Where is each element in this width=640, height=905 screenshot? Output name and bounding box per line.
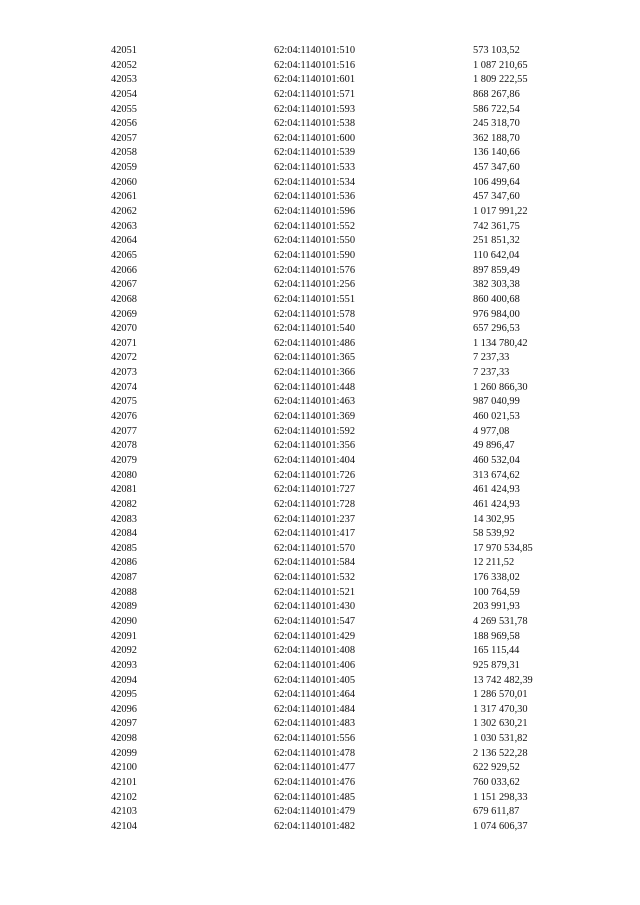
table-row — [0, 44, 640, 59]
row-number: 42086 — [111, 557, 137, 569]
table-row — [0, 395, 640, 410]
cadastral-value: 457 347,60 — [473, 162, 520, 174]
cadastral-number: 62:04:1140101:356 — [274, 440, 356, 452]
cadastral-number: 62:04:1140101:536 — [274, 191, 356, 203]
cadastral-value: 17 970 534,85 — [473, 542, 533, 554]
cadastral-value: 110 642,04 — [473, 249, 520, 261]
row-number: 42058 — [111, 147, 137, 159]
row-number: 42094 — [111, 674, 137, 686]
row-number: 42067 — [111, 279, 137, 291]
cadastral-number: 62:04:1140101:406 — [274, 659, 356, 671]
table-row — [0, 469, 640, 484]
cadastral-number: 62:04:1140101:476 — [274, 777, 356, 789]
table-row — [0, 366, 640, 381]
cadastral-value: 1 286 570,01 — [473, 689, 528, 701]
table-row — [0, 454, 640, 469]
table-row — [0, 308, 640, 323]
table-row — [0, 527, 640, 542]
table-row — [0, 542, 640, 557]
cadastral-number: 62:04:1140101:463 — [274, 396, 356, 408]
table-row — [0, 132, 640, 147]
cadastral-number: 62:04:1140101:596 — [274, 206, 356, 218]
cadastral-number: 62:04:1140101:482 — [274, 820, 356, 832]
cadastral-value: 382 303,38 — [473, 279, 520, 291]
row-number: 42056 — [111, 118, 137, 130]
cadastral-number: 62:04:1140101:727 — [274, 484, 356, 496]
table-row — [0, 791, 640, 806]
cadastral-value: 165 115,44 — [473, 645, 520, 657]
table-row — [0, 205, 640, 220]
cadastral-value: 1 302 630,21 — [473, 718, 528, 730]
cadastral-number: 62:04:1140101:576 — [274, 264, 356, 276]
cadastral-number: 62:04:1140101:600 — [274, 132, 356, 144]
cadastral-value: 460 532,04 — [473, 454, 520, 466]
cadastral-value: 976 984,00 — [473, 308, 520, 320]
row-number: 42074 — [111, 381, 137, 393]
table-row — [0, 351, 640, 366]
cadastral-number: 62:04:1140101:485 — [274, 791, 356, 803]
cadastral-value: 100 764,59 — [473, 586, 520, 598]
cadastral-value: 860 400,68 — [473, 293, 520, 305]
cadastral-value: 460 021,53 — [473, 411, 520, 423]
cadastral-value: 1 017 991,22 — [473, 206, 528, 218]
row-number: 42055 — [111, 103, 137, 115]
table-row — [0, 688, 640, 703]
row-number: 42090 — [111, 615, 137, 627]
cadastral-value: 188 969,58 — [473, 630, 520, 642]
cadastral-value: 987 040,99 — [473, 396, 520, 408]
cadastral-value: 2 136 522,28 — [473, 747, 528, 759]
table-row — [0, 586, 640, 601]
cadastral-number: 62:04:1140101:365 — [274, 352, 356, 364]
row-number: 42088 — [111, 586, 137, 598]
cadastral-value: 176 338,02 — [473, 572, 520, 584]
cadastral-value: 13 742 482,39 — [473, 674, 533, 686]
row-number: 42054 — [111, 88, 137, 100]
row-number: 42091 — [111, 630, 137, 642]
cadastral-number: 62:04:1140101:464 — [274, 689, 356, 701]
cadastral-number: 62:04:1140101:484 — [274, 703, 356, 715]
cadastral-number: 62:04:1140101:538 — [274, 118, 356, 130]
cadastral-value: 136 140,66 — [473, 147, 520, 159]
cadastral-value: 106 499,64 — [473, 176, 520, 188]
table-row — [0, 264, 640, 279]
row-number: 42065 — [111, 249, 137, 261]
row-number: 42083 — [111, 513, 137, 525]
cadastral-number: 62:04:1140101:547 — [274, 615, 356, 627]
table-row — [0, 220, 640, 235]
cadastral-number: 62:04:1140101:369 — [274, 411, 356, 423]
cadastral-number: 62:04:1140101:552 — [274, 220, 356, 232]
table-row — [0, 73, 640, 88]
row-number: 42096 — [111, 703, 137, 715]
table-row — [0, 190, 640, 205]
row-number: 42061 — [111, 191, 137, 203]
cadastral-value: 4 977,08 — [473, 425, 510, 437]
cadastral-value: 362 188,70 — [473, 132, 520, 144]
table-row — [0, 59, 640, 74]
cadastral-number: 62:04:1140101:448 — [274, 381, 356, 393]
cadastral-number: 62:04:1140101:726 — [274, 469, 356, 481]
row-number: 42068 — [111, 293, 137, 305]
row-number: 42076 — [111, 411, 137, 423]
cadastral-number: 62:04:1140101:404 — [274, 454, 356, 466]
table-row — [0, 630, 640, 645]
cadastral-number: 62:04:1140101:540 — [274, 323, 356, 335]
cadastral-value: 1 074 606,37 — [473, 820, 528, 832]
row-number: 42073 — [111, 367, 137, 379]
row-number: 42097 — [111, 718, 137, 730]
cadastral-number: 62:04:1140101:550 — [274, 235, 356, 247]
row-number: 42104 — [111, 820, 137, 832]
row-number: 42072 — [111, 352, 137, 364]
table-row — [0, 234, 640, 249]
cadastral-value: 461 424,93 — [473, 498, 520, 510]
cadastral-number: 62:04:1140101:366 — [274, 367, 356, 379]
cadastral-number: 62:04:1140101:728 — [274, 498, 356, 510]
row-number: 42079 — [111, 454, 137, 466]
cadastral-number: 62:04:1140101:256 — [274, 279, 356, 291]
cadastral-number: 62:04:1140101:533 — [274, 162, 356, 174]
table-row — [0, 381, 640, 396]
row-number: 42066 — [111, 264, 137, 276]
cadastral-value: 657 296,53 — [473, 323, 520, 335]
table-row — [0, 293, 640, 308]
cadastral-value: 1 030 531,82 — [473, 733, 528, 745]
row-number: 42078 — [111, 440, 137, 452]
cadastral-number: 62:04:1140101:551 — [274, 293, 356, 305]
table-row — [0, 615, 640, 630]
cadastral-number: 62:04:1140101:417 — [274, 528, 356, 540]
cadastral-number: 62:04:1140101:430 — [274, 601, 356, 613]
row-number: 42098 — [111, 733, 137, 745]
cadastral-value: 925 879,31 — [473, 659, 520, 671]
cadastral-value: 7 237,33 — [473, 352, 510, 364]
table-row — [0, 571, 640, 586]
cadastral-number: 62:04:1140101:556 — [274, 733, 356, 745]
table-row — [0, 176, 640, 191]
row-number: 42075 — [111, 396, 137, 408]
row-number: 42084 — [111, 528, 137, 540]
table-row — [0, 703, 640, 718]
table-row — [0, 410, 640, 425]
row-number: 42052 — [111, 59, 137, 71]
row-number: 42102 — [111, 791, 137, 803]
cadastral-value: 14 302,95 — [473, 513, 515, 525]
cadastral-number: 62:04:1140101:584 — [274, 557, 356, 569]
table-row — [0, 117, 640, 132]
table-row — [0, 717, 640, 732]
cadastral-value: 1 134 780,42 — [473, 337, 528, 349]
row-number: 42070 — [111, 323, 137, 335]
cadastral-number: 62:04:1140101:578 — [274, 308, 356, 320]
row-number: 42095 — [111, 689, 137, 701]
cadastral-number: 62:04:1140101:534 — [274, 176, 356, 188]
row-number: 42060 — [111, 176, 137, 188]
row-number: 42081 — [111, 484, 137, 496]
cadastral-number: 62:04:1140101:532 — [274, 572, 356, 584]
cadastral-number: 62:04:1140101:521 — [274, 586, 356, 598]
cadastral-value: 49 896,47 — [473, 440, 515, 452]
table-row — [0, 88, 640, 103]
table-row — [0, 732, 640, 747]
row-number: 42087 — [111, 572, 137, 584]
row-number: 42057 — [111, 132, 137, 144]
cadastral-value: 868 267,86 — [473, 88, 520, 100]
row-number: 42069 — [111, 308, 137, 320]
cadastral-value: 313 674,62 — [473, 469, 520, 481]
row-number: 42051 — [111, 45, 137, 56]
table-row — [0, 498, 640, 513]
row-number: 42093 — [111, 659, 137, 671]
cadastral-value: 58 539,92 — [473, 528, 515, 540]
cadastral-number: 62:04:1140101:590 — [274, 249, 356, 261]
cadastral-value: 245 318,70 — [473, 118, 520, 130]
cadastral-value: 203 991,93 — [473, 601, 520, 613]
table-row — [0, 644, 640, 659]
table-row — [0, 659, 640, 674]
row-number: 42053 — [111, 74, 137, 86]
cadastral-number: 62:04:1140101:601 — [274, 74, 356, 86]
row-number: 42064 — [111, 235, 137, 247]
cadastral-number: 62:04:1140101:516 — [274, 59, 356, 71]
table-row — [0, 805, 640, 820]
row-number: 42092 — [111, 645, 137, 657]
table-row — [0, 337, 640, 352]
cadastral-value: 897 859,49 — [473, 264, 520, 276]
table-row — [0, 761, 640, 776]
table-row — [0, 674, 640, 689]
table-row — [0, 747, 640, 762]
cadastral-number: 62:04:1140101:483 — [274, 718, 356, 730]
cadastral-value: 7 237,33 — [473, 367, 510, 379]
cadastral-value: 679 611,87 — [473, 806, 520, 818]
cadastral-number: 62:04:1140101:405 — [274, 674, 356, 686]
cadastral-number: 62:04:1140101:479 — [274, 806, 356, 818]
cadastral-value: 760 033,62 — [473, 777, 520, 789]
row-number: 42059 — [111, 162, 137, 174]
row-number: 42080 — [111, 469, 137, 481]
cadastral-value: 1 151 298,33 — [473, 791, 528, 803]
row-number: 42101 — [111, 777, 137, 789]
cadastral-value-table — [0, 44, 640, 835]
cadastral-number: 62:04:1140101:593 — [274, 103, 356, 115]
cadastral-number: 62:04:1140101:510 — [274, 45, 356, 56]
cadastral-value: 251 851,32 — [473, 235, 520, 247]
cadastral-number: 62:04:1140101:539 — [274, 147, 356, 159]
cadastral-value: 461 424,93 — [473, 484, 520, 496]
cadastral-value: 1 809 222,55 — [473, 74, 528, 86]
cadastral-number: 62:04:1140101:592 — [274, 425, 356, 437]
row-number: 42085 — [111, 542, 137, 554]
table-row — [0, 249, 640, 264]
cadastral-value: 1 087 210,65 — [473, 59, 528, 71]
cadastral-value: 1 317 470,30 — [473, 703, 528, 715]
cadastral-value: 622 929,52 — [473, 762, 520, 774]
table-row — [0, 483, 640, 498]
cadastral-value: 1 260 866,30 — [473, 381, 528, 393]
row-number: 42071 — [111, 337, 137, 349]
cadastral-value: 586 722,54 — [473, 103, 520, 115]
table-row — [0, 161, 640, 176]
table-row — [0, 820, 640, 835]
row-number: 42077 — [111, 425, 137, 437]
table-row — [0, 146, 640, 161]
cadastral-number: 62:04:1140101:237 — [274, 513, 356, 525]
row-number: 42062 — [111, 206, 137, 218]
table-row — [0, 600, 640, 615]
row-number: 42082 — [111, 498, 137, 510]
cadastral-number: 62:04:1140101:429 — [274, 630, 356, 642]
cadastral-value: 4 269 531,78 — [473, 615, 528, 627]
row-number: 42103 — [111, 806, 137, 818]
table-row — [0, 278, 640, 293]
cadastral-value: 12 211,52 — [473, 557, 515, 569]
cadastral-number: 62:04:1140101:486 — [274, 337, 356, 349]
cadastral-value: 573 103,52 — [473, 45, 520, 56]
table-row — [0, 103, 640, 118]
table-row — [0, 439, 640, 454]
cadastral-number: 62:04:1140101:571 — [274, 88, 356, 100]
cadastral-value: 457 347,60 — [473, 191, 520, 203]
table-row — [0, 513, 640, 528]
row-number: 42063 — [111, 220, 137, 232]
cadastral-number: 62:04:1140101:570 — [274, 542, 356, 554]
table-row — [0, 322, 640, 337]
table-row — [0, 556, 640, 571]
table-row — [0, 425, 640, 440]
table-row — [0, 776, 640, 791]
row-number: 42099 — [111, 747, 137, 759]
cadastral-number: 62:04:1140101:477 — [274, 762, 356, 774]
row-number: 42089 — [111, 601, 137, 613]
row-number: 42100 — [111, 762, 137, 774]
cadastral-number: 62:04:1140101:478 — [274, 747, 356, 759]
cadastral-number: 62:04:1140101:408 — [274, 645, 356, 657]
cadastral-value: 742 361,75 — [473, 220, 520, 232]
